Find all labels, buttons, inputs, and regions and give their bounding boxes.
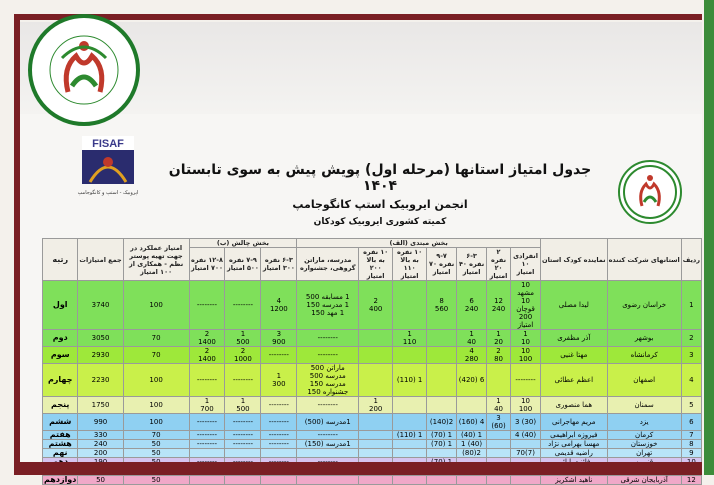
- cell-rep: مریم مهاجرانی: [541, 414, 608, 431]
- cell-c3: --------: [189, 414, 225, 431]
- cell-b7: 1مدرسه (150): [297, 440, 359, 449]
- cell-c1: --------: [261, 347, 297, 364]
- cell-special: 70: [123, 330, 189, 347]
- header-b5: ۱۰ نفره به بالا ۱۱۰ امتیاز: [393, 248, 427, 281]
- cell-b7: --------: [297, 330, 359, 347]
- cell-c2: [225, 476, 261, 485]
- cell-b5: [393, 476, 427, 485]
- cell-total: 2230: [78, 364, 123, 397]
- cell-province: یزد: [607, 414, 681, 431]
- cell-special: 100: [123, 414, 189, 431]
- cell-b7: --------: [297, 397, 359, 414]
- cell-c3: --------: [189, 281, 225, 330]
- header-b2: ۲ نفره ۲۰ امتیاز: [487, 248, 511, 281]
- cell-b3: [457, 476, 487, 485]
- cell-province: تهران: [607, 449, 681, 458]
- cell-b7: 1مدرسه (500): [297, 414, 359, 431]
- cell-rank: دوم: [43, 330, 78, 347]
- cell-c3: --------: [189, 364, 225, 397]
- cell-b5: 1 (110): [393, 431, 427, 440]
- cell-c2: 1 500: [225, 397, 261, 414]
- cell-b7: [297, 476, 359, 485]
- footer-band: [20, 462, 702, 475]
- cell-b4: [427, 449, 457, 458]
- cell-b2: [487, 449, 511, 458]
- cell-b2: [487, 431, 511, 440]
- cell-rep: لیدا مصلی: [541, 281, 608, 330]
- cell-province: آذربایجان شرقی: [607, 476, 681, 485]
- cell-b7: --------: [297, 431, 359, 440]
- cell-b5: 1 (110): [393, 364, 427, 397]
- cell-b3: 1 (40): [457, 431, 487, 440]
- cell-special: 70: [123, 347, 189, 364]
- association-emblem-icon: [32, 18, 136, 122]
- cell-rep: ناهید اشکریز: [541, 476, 608, 485]
- table-row: [43, 414, 702, 431]
- cell-b6: [359, 440, 393, 449]
- cell-b1: --------: [511, 364, 541, 397]
- header-b4: ۹-۷ نفره ۷۰ امتیاز: [427, 248, 457, 281]
- cell-special: 50: [123, 476, 189, 485]
- cell-idx: 3: [681, 347, 701, 364]
- cell-b4: [427, 364, 457, 397]
- cell-b6: [359, 364, 393, 397]
- cell-c3: 1 700: [189, 397, 225, 414]
- fisaf-name: FISAF: [92, 138, 124, 150]
- cell-total: 3050: [78, 330, 123, 347]
- cell-rank: هشتم: [43, 440, 78, 449]
- cell-b6: [359, 330, 393, 347]
- cell-total: 200: [78, 449, 123, 458]
- cell-b1: (30) 3: [511, 414, 541, 431]
- cell-total: 1750: [78, 397, 123, 414]
- cell-province: اصفهان: [607, 364, 681, 397]
- table-row: [43, 440, 702, 449]
- cell-b3: (40) 1: [457, 440, 487, 449]
- cell-rep: هما منصوری: [541, 397, 608, 414]
- cell-c2: --------: [225, 414, 261, 431]
- table-row: [43, 347, 702, 364]
- cell-b5: [393, 281, 427, 330]
- cell-total: 240: [78, 440, 123, 449]
- cell-c3: 2 1400: [189, 347, 225, 364]
- cell-b4: 8 560: [427, 281, 457, 330]
- cell-c2: --------: [225, 364, 261, 397]
- cell-idx: 9: [681, 449, 701, 458]
- cell-b6: [359, 414, 393, 431]
- header-province: استانهای شرکت کننده: [607, 239, 681, 281]
- cell-b1: [511, 476, 541, 485]
- cell-b1: 10 100: [511, 397, 541, 414]
- cell-idx: 2: [681, 330, 701, 347]
- cell-c2: [225, 449, 261, 458]
- cell-special: 50: [123, 449, 189, 458]
- cell-rep: فیروزه ابراهیمی: [541, 431, 608, 440]
- cell-rank: سوم: [43, 347, 78, 364]
- cell-b3: 1 40: [457, 330, 487, 347]
- header-total: جمع امتیازات: [78, 239, 123, 281]
- cell-c1: 3 900: [261, 330, 297, 347]
- cell-b3: 4 280: [457, 347, 487, 364]
- cell-idx: 7: [681, 431, 701, 440]
- table-row: [43, 330, 702, 347]
- cell-b1: [511, 440, 541, 449]
- cell-b2: 1 20: [487, 330, 511, 347]
- cell-b7: [297, 449, 359, 458]
- cell-idx: 4: [681, 364, 701, 397]
- cell-idx: 5: [681, 397, 701, 414]
- cell-province: خراسان رضوی: [607, 281, 681, 330]
- cell-b3: 6 (420): [457, 364, 487, 397]
- cell-b3: 2(80): [457, 449, 487, 458]
- cell-c1: --------: [261, 431, 297, 440]
- header-c1: ۶-۳ نفره ۳۰۰ امتیاز: [261, 248, 297, 281]
- cell-b6: [359, 449, 393, 458]
- cell-b7: --------: [297, 347, 359, 364]
- cell-c2: 1 500: [225, 330, 261, 347]
- cell-total: 3740: [78, 281, 123, 330]
- cell-b1: 10 مشهد 10 قوچان 200 امتیاز: [511, 281, 541, 330]
- cell-c1: --------: [261, 440, 297, 449]
- cell-b3: 6 240: [457, 281, 487, 330]
- cell-total: 50: [78, 476, 123, 485]
- cell-b4: [427, 397, 457, 414]
- cell-b2: [487, 440, 511, 449]
- cell-c3: --------: [189, 431, 225, 440]
- cell-idx: 8: [681, 440, 701, 449]
- cell-c1: --------: [261, 397, 297, 414]
- table-row: [43, 397, 702, 414]
- cell-b5: [393, 440, 427, 449]
- header-idx: ردیف: [681, 239, 701, 281]
- fisaf-logo: [68, 134, 148, 198]
- header-rank: رتبه: [43, 239, 78, 281]
- cell-idx: 12: [681, 476, 701, 485]
- cell-c1: [261, 449, 297, 458]
- cell-b2: 2 80: [487, 347, 511, 364]
- association-seal-icon: [620, 162, 680, 222]
- cell-c2: --------: [225, 431, 261, 440]
- cell-c2: 2 1000: [225, 347, 261, 364]
- cell-total: 990: [78, 414, 123, 431]
- cell-b5: [393, 449, 427, 458]
- cell-province: کرمان: [607, 431, 681, 440]
- cell-b3: 4 (160): [457, 414, 487, 431]
- cell-special: 70: [123, 431, 189, 440]
- cell-b1: (40) 4: [511, 431, 541, 440]
- cell-special: 100: [123, 281, 189, 330]
- cell-total: 330: [78, 431, 123, 440]
- cell-rank: پنجم: [43, 397, 78, 414]
- committee-seal: [618, 160, 682, 224]
- cell-b4: 1 (70): [427, 440, 457, 449]
- cell-b5: [393, 347, 427, 364]
- cell-c2: --------: [225, 440, 261, 449]
- cell-c3: 2 1400: [189, 330, 225, 347]
- cell-c1: 1 300: [261, 364, 297, 397]
- cell-special: 100: [123, 397, 189, 414]
- header-c2: ۷-۹ نفره ۵۰۰ امتیاز: [225, 248, 261, 281]
- cell-total: 2930: [78, 347, 123, 364]
- cell-b2: [487, 364, 511, 397]
- cell-special: 100: [123, 364, 189, 397]
- cell-b3: [457, 397, 487, 414]
- cell-b1: 10 100: [511, 347, 541, 364]
- fisaf-subtitle: اپروبیک - استپ و کانگوجامپ: [77, 190, 139, 196]
- cell-province: بوشهر: [607, 330, 681, 347]
- cell-rep: مهسا بهرامی نژاد: [541, 440, 608, 449]
- cell-b5: 1 110: [393, 330, 427, 347]
- cell-b4: [427, 330, 457, 347]
- table-row: [43, 281, 702, 330]
- header-b3: ۶-۳ نفره ۴۰ امتیاز: [457, 248, 487, 281]
- cell-b7: 1 مسابقه 500 1 مدرسه 150 1 مهد 150: [297, 281, 359, 330]
- table-row: [43, 449, 702, 458]
- cell-rank: چهارم: [43, 364, 78, 397]
- header-c3: ۱۲-۸ نفره ۷۰۰ امتیاز: [189, 248, 225, 281]
- cell-b5: [393, 397, 427, 414]
- cell-rep: اعظم عطائی: [541, 364, 608, 397]
- scores-table: [42, 238, 702, 485]
- cell-province: خوزستان: [607, 440, 681, 449]
- cell-b6: [359, 347, 393, 364]
- cell-idx: 6: [681, 414, 701, 431]
- title-line-2: انجمن ایروبیک استپ کانگوجامپ: [292, 198, 468, 211]
- cell-special: 50: [123, 440, 189, 449]
- document-title: [160, 162, 600, 227]
- header-b6: ۱۰ نفره به بالا ۲۰۰ امتیاز: [359, 248, 393, 281]
- title-line-1: جدول امتیاز استانها (مرحله اول) پویش پیش به سوی تابستان ۱۴۰۴: [168, 162, 592, 194]
- cell-rank: ششم: [43, 414, 78, 431]
- table-body: [43, 281, 702, 485]
- cell-c1: [261, 476, 297, 485]
- table-row: [43, 476, 702, 485]
- cell-b2: 3 (60): [487, 414, 511, 431]
- header-b1: انفرادی ۱۰ امتیاز: [511, 248, 541, 281]
- cell-b4: [427, 476, 457, 485]
- cell-c3: [189, 476, 225, 485]
- cell-rep: مهتا غنیی: [541, 347, 608, 364]
- cell-b2: [487, 476, 511, 485]
- cell-b1: (7)70: [511, 449, 541, 458]
- header-b7: مدرسه، ماراتن گروهی، جشنواره: [297, 248, 359, 281]
- cell-province: کرمانشاه: [607, 347, 681, 364]
- cell-b6: [359, 431, 393, 440]
- header-challenge: بخش چالش (ب): [189, 239, 297, 248]
- cell-rank: اول: [43, 281, 78, 330]
- right-border: [704, 0, 714, 475]
- cell-b1: 1 10: [511, 330, 541, 347]
- cell-rep: آذر مظفری: [541, 330, 608, 347]
- cell-b4: 1 (70): [427, 431, 457, 440]
- association-logo: [28, 14, 140, 126]
- cell-b6: [359, 476, 393, 485]
- title-line-3: کمیته کشوری ایروبیک کودکان: [313, 217, 447, 227]
- header-special: امتیاز عملکرد در جهت تهیه پوستر نظم - همکاری از ۱۰۰ امتیاز: [123, 239, 189, 281]
- cell-rank: نهم: [43, 449, 78, 458]
- fisaf-emblem-icon: [68, 134, 148, 198]
- cell-rank: دوازدهم: [44, 475, 77, 484]
- header-rep: نماینده کودک استان: [541, 239, 608, 281]
- cell-b6: 2 400: [359, 281, 393, 330]
- cell-rank: هفتم: [43, 431, 78, 440]
- header-beginner: بخش مبتدی (الف): [297, 239, 541, 248]
- cell-b4: 2(140): [427, 414, 457, 431]
- cell-c3: --------: [189, 440, 225, 449]
- cell-c2: --------: [225, 281, 261, 330]
- cell-c1: --------: [261, 414, 297, 431]
- cell-idx: 1: [681, 281, 701, 330]
- cell-b2: 1 40: [487, 397, 511, 414]
- table-row: [43, 364, 702, 397]
- cell-c3: [189, 449, 225, 458]
- cell-c1: 4 1200: [261, 281, 297, 330]
- cell-rep: راضیه قدیمی: [541, 449, 608, 458]
- cell-b7: ماراتن 500 مدرسه 500 مدرسه 150 جشنواره 150: [297, 364, 359, 397]
- cell-province: سمنان: [607, 397, 681, 414]
- cell-b2: 12 240: [487, 281, 511, 330]
- table-row: [43, 431, 702, 440]
- cell-b5: [393, 414, 427, 431]
- cell-b6: 1 200: [359, 397, 393, 414]
- cell-b4: [427, 347, 457, 364]
